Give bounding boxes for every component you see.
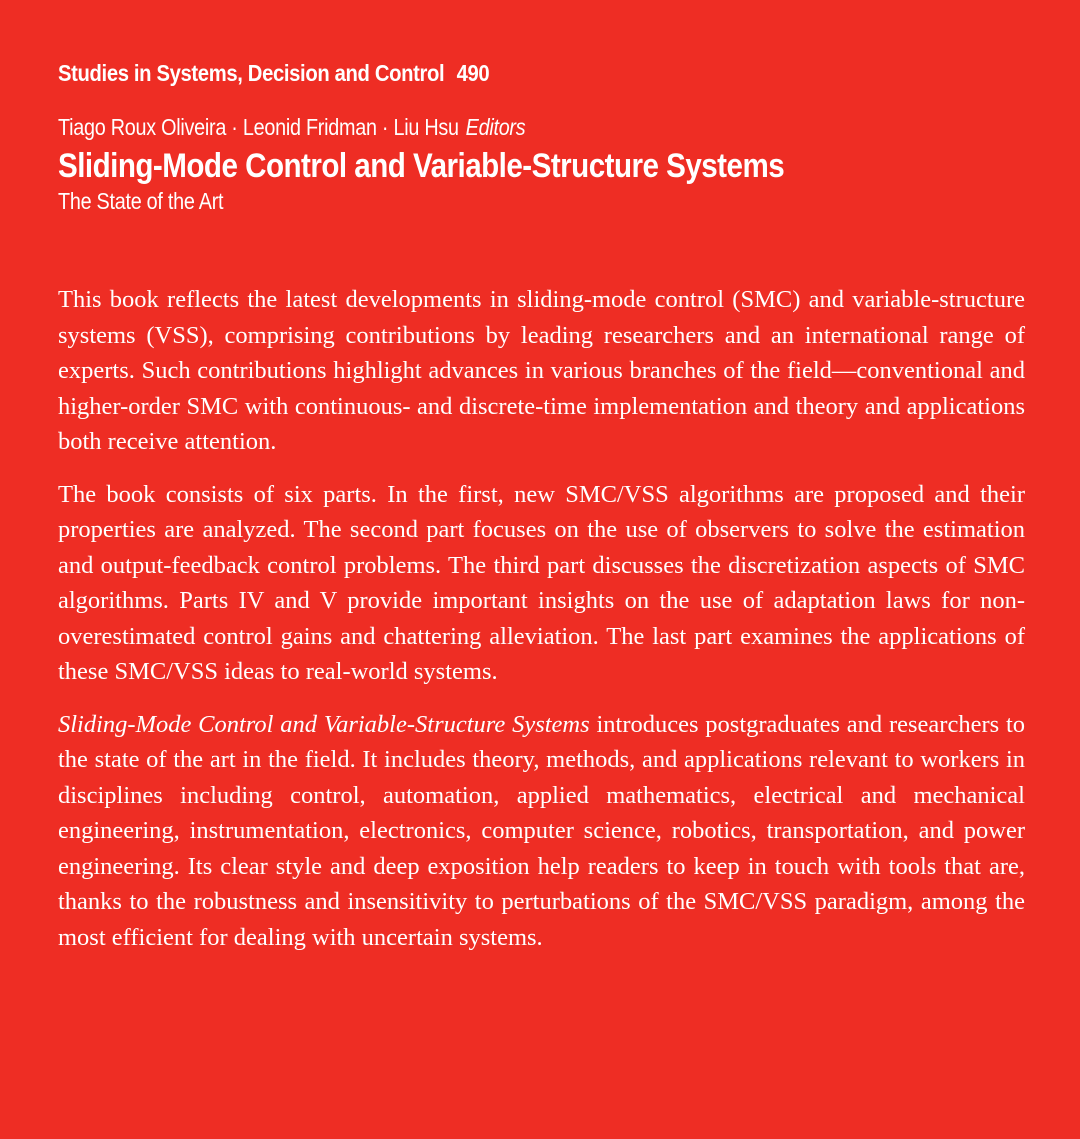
description	[58, 282, 1025, 955]
editors-line	[58, 112, 890, 142]
book-title: Sliding-Mode Control and Variable-Structure Systems	[58, 147, 785, 185]
description-paragraph-3-text: introduces postgraduates and researchers to the state of the art in the field. It includes theory, methods, and applications relevant to workers in disciplines including control, automation, applied mathematics, electrical and mechanical engineering, instrumentation, electronics, computer science, robotics, transportation, and power engineering. Its clear style and deep exposition help readers to keep in touch with tools that are, thanks to the robustness and insensitivity to perturbations of the SMC/VSS paradigm, among the most efficient for dealing with uncertain systems.	[58, 710, 1025, 951]
editors-role: Editors	[465, 114, 526, 140]
series-name: Studies in Systems, Decision and Control	[58, 60, 445, 86]
description-paragraph-2: The book consists of six parts. In the first, new SMC/VSS algorithms are proposed and their properties are analyzed. The second part focuses on the use of observers to solve the estimation and output-feedback control problems. The third part discusses the discretization aspects of SMC algorithms. Parts IV and V provide important insights on the use of adaptation laws for non-overestimated control gains and chattering alleviation. The last part examines the applications of these SMC/VSS ideas to real-world systems.	[58, 480, 1025, 685]
book-title-italic: Sliding-Mode Control and Variable-Structure Systems	[58, 710, 590, 738]
series-number: 490	[456, 60, 490, 86]
editor-names: Tiago Roux Oliveira · Leonid Fridman · Liu Hsu	[58, 114, 459, 140]
description-paragraph-3	[58, 707, 1025, 956]
description-paragraph-1: This book reflects the latest developments in sliding-mode control (SMC) and variable-structure systems (VSS), comprising contributions by leading researchers and an international range of experts. Such contributions highlight advances in various branches of the field—conventional and higher-order SMC with continuous- and discrete-time implementation and theory and applications both receive attention.	[58, 286, 1025, 455]
book-subtitle: The State of the Art	[58, 188, 224, 214]
series-heading	[58, 58, 909, 88]
